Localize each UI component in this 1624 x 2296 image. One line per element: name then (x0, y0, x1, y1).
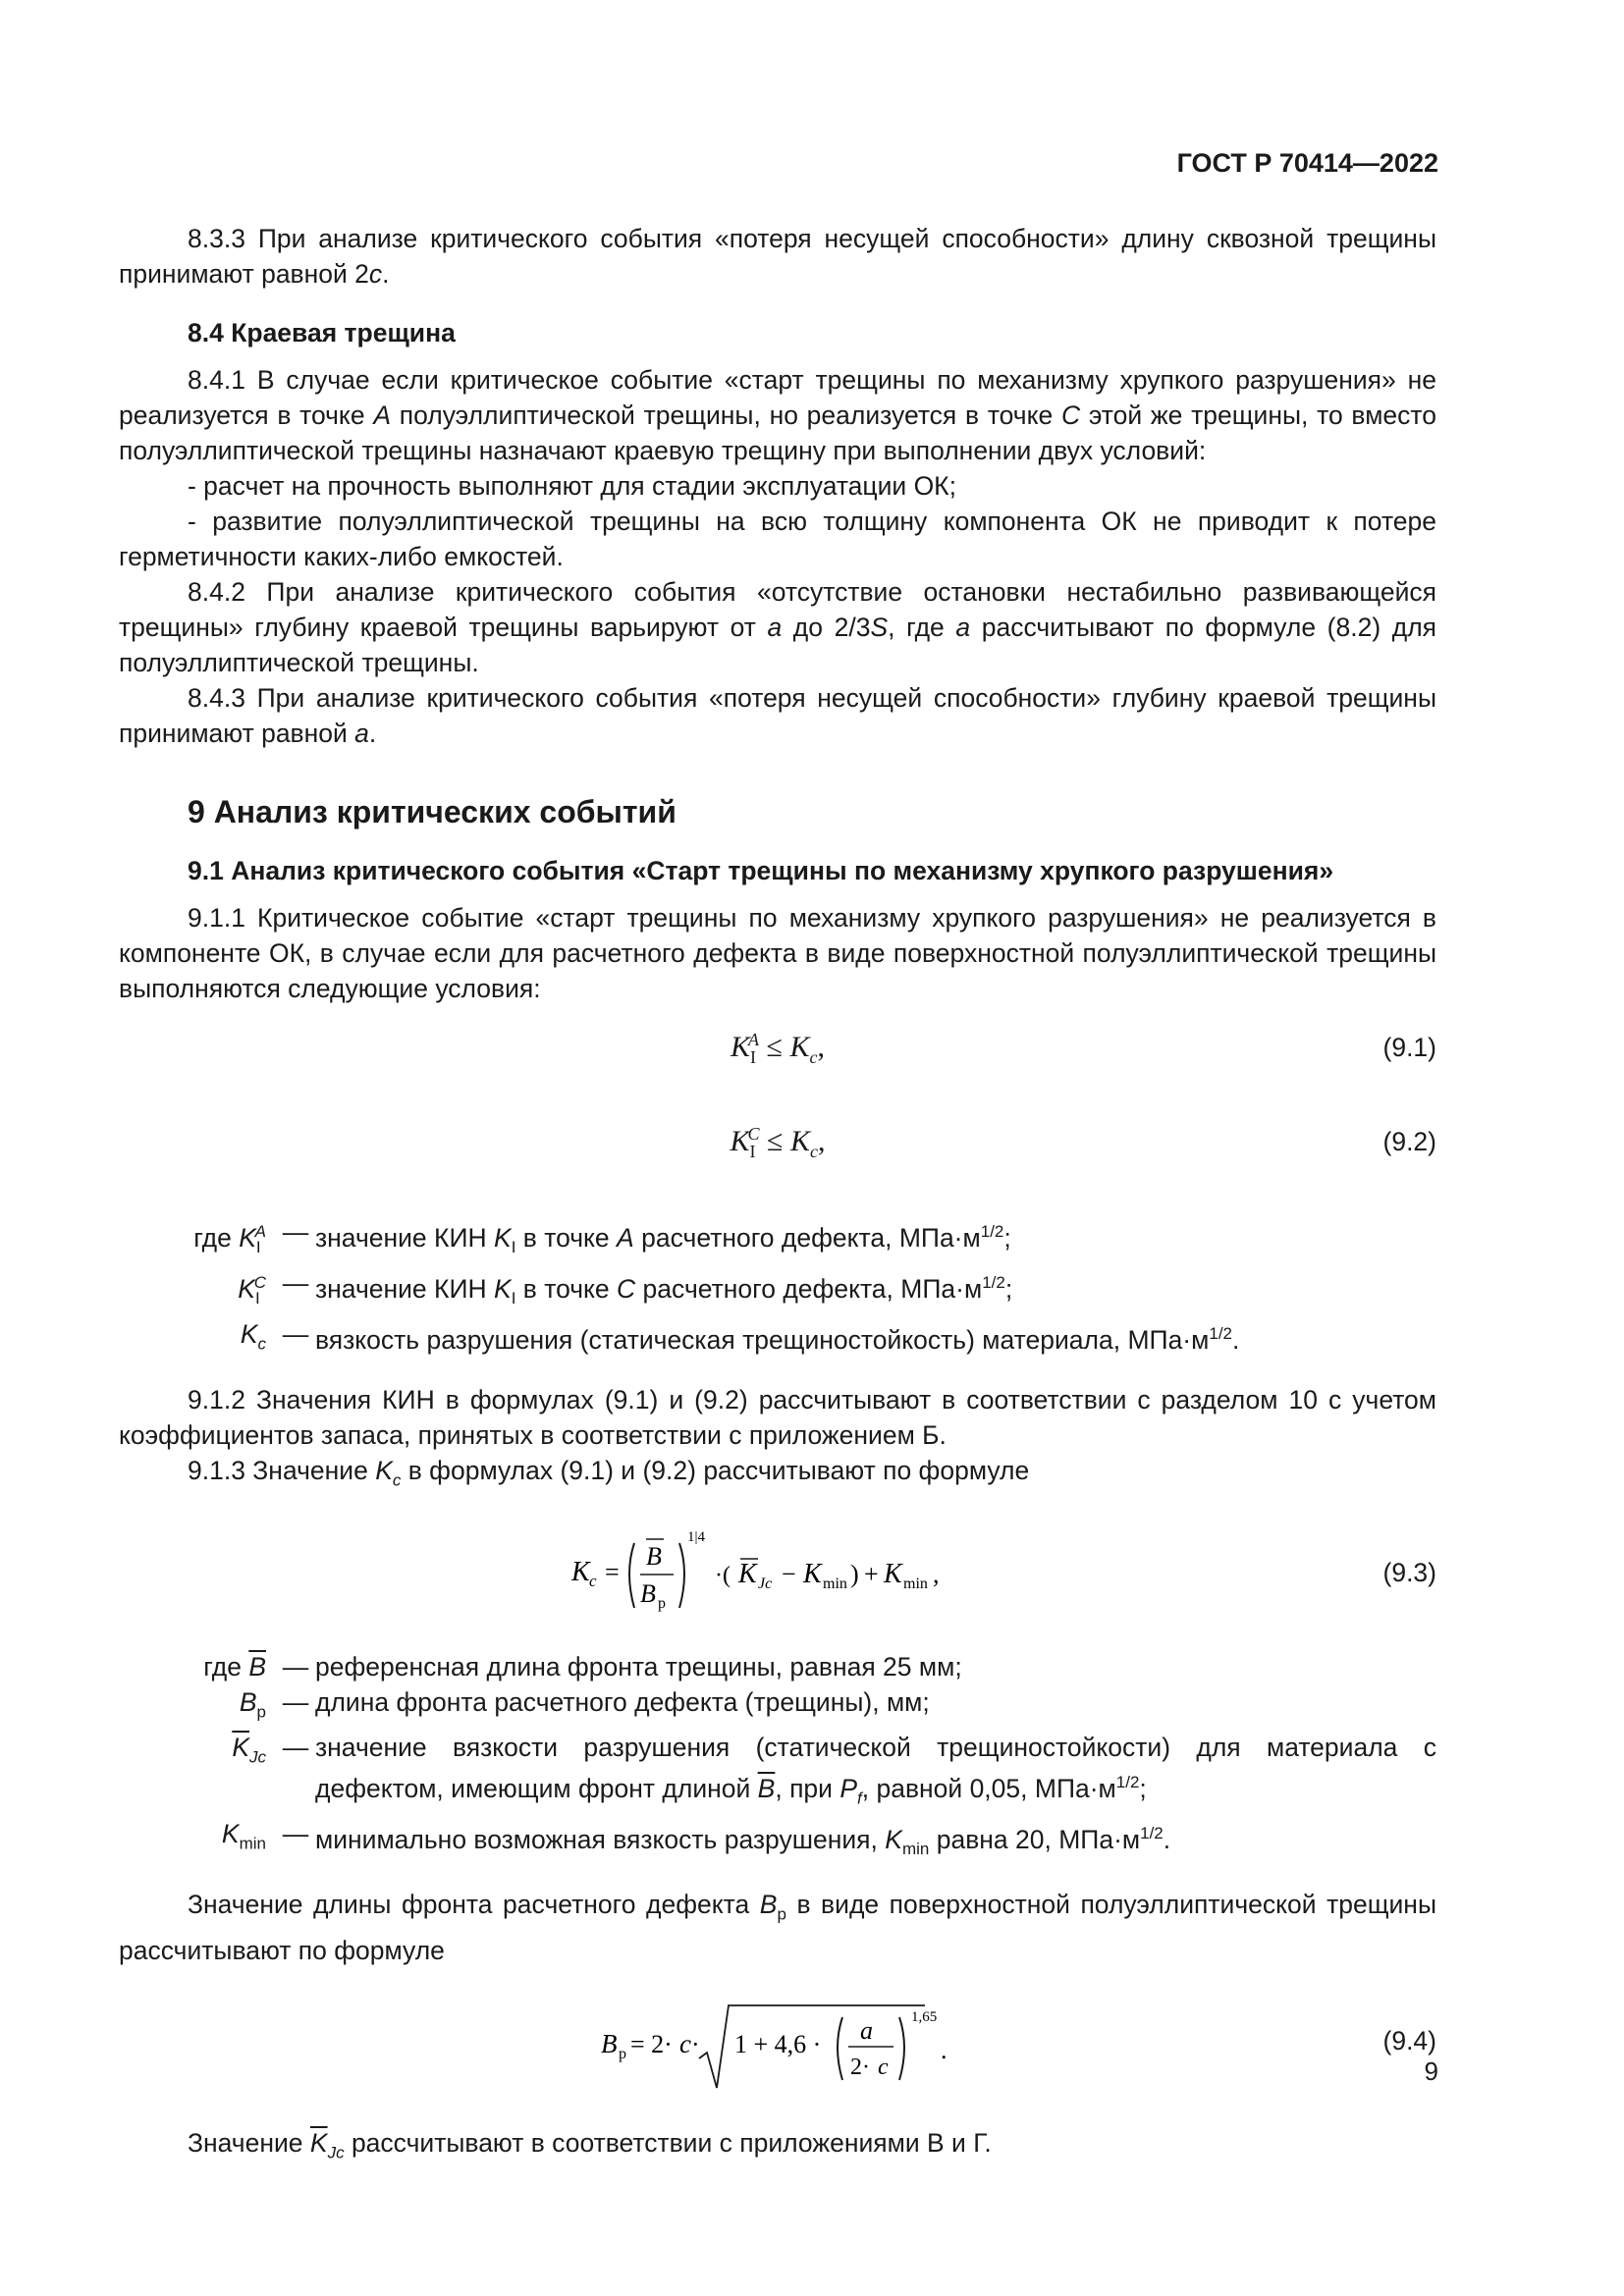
svg-text:B: B (640, 1578, 656, 1608)
formula-9-1-expr: $K_I^A \le K_c$, (731, 1030, 825, 1067)
bullet-2: - развитие полуэллиптической трещины на всю толщину компонента ОК не приводит к потере герметичности каких-либо емкостей. (119, 507, 1436, 571)
svg-text:2·: 2· (850, 2054, 870, 2080)
paragraph-8-4-1: 8.4.1 В случае если критическое событие «старт трещины по механизму хрупкого разрушения» не реализуется в точке A полуэллиптической трещины, но реализуется в точке C этой же трещины, то вместо полуэллиптической трещины назначают краевую трещину при выполнении двух условий: (119, 365, 1436, 465)
where-block-1 (119, 1214, 1436, 1362)
heading-9: 9 Анализ критических событий (188, 794, 677, 829)
where-1-sym-3: $K_c$ (240, 1319, 266, 1354)
svg-text:min: min (903, 1575, 928, 1592)
svg-text:,: , (933, 1559, 940, 1588)
where-2-row-3: $\overline{K}_{Jc}$ — значение вязкости разрушения (статической трещиностойкости) для материала с дефектом, имеющим фронт длиной $\overline{B}$, при $P_f$, равной 0,05, $МПа\cdot м^{1/2}$; (119, 1730, 1436, 1816)
svg-text:1|4: 1|4 (687, 1528, 706, 1545)
formula-9-4 (119, 1990, 1436, 2106)
formula-9-3-number: (9.3) (1382, 1557, 1436, 1587)
svg-text:p: p (619, 2045, 626, 2062)
where-2-row-2: $B_p$ — длина фронта расчетного дефекта (трещины), мм; (119, 1684, 1436, 1730)
where-1-text-2: значение КИН $K_I$ в точке C расчетного дефекта, $МПа\cdot м^{1/2}$; (315, 1273, 1013, 1308)
standard-designation: ГОСТ Р 70414—2022 (1176, 148, 1438, 178)
where-2-text-3: значение вязкости разрушения (статической трещиностойкости) для материала с дефектом, имеющим фронт длиной $\overline{B}$, при $P_f$, равной 0,05, $МПа\cdot м^{1/2}$; (315, 1733, 1436, 1808)
paragraph-8-3-3: 8.3.3 При анализе критического события «потеря несущей способности» длину сквозной трещины принимают равной 2c. (119, 224, 1436, 289)
where-1-sym-1: где $K_I^A$ (193, 1222, 266, 1257)
where-2-sym-3: $\overline{K}_{Jc}$ (232, 1733, 266, 1767)
svg-text:K: K (803, 1558, 822, 1589)
where-2-sym-1: где $\overline{B}$ (203, 1651, 266, 1682)
svg-text:K: K (571, 1556, 590, 1587)
svg-text:K: K (884, 1558, 902, 1589)
svg-text:min: min (823, 1575, 847, 1592)
formula-9-2 (119, 1116, 1436, 1201)
svg-text:1 + 4,6 ·: 1 + 4,6 · (734, 2029, 822, 2058)
heading-8-4: 8.4 Краевая трещина (188, 318, 456, 347)
where-1-row-2: $K_I^C$ — значение КИН $K_I$ в точке C расчетного дефекта, $МПа\cdot м^{1/2}$; (119, 1265, 1436, 1316)
paragraph-bp: Значение длины фронта расчетного дефекта $B_p$ в виде поверхностной полуэллиптической трещины рассчитывают по формуле (119, 1890, 1436, 1965)
formula-9-2-expr: $K_I^C \le K_c$, (730, 1124, 826, 1161)
page-number: 9 (1424, 2056, 1438, 2086)
svg-text:Jc: Jc (758, 1575, 773, 1592)
svg-text:1,65: 1,65 (911, 2008, 938, 2025)
page-body (119, 221, 1436, 2170)
where-2-text-1: референсная длина фронта трещины, равная 25 мм; (315, 1651, 962, 1682)
where-1-row-3: $K_c$ — вязкость разрушения (статическая трещиностойкость) материала, $МПа\cdot м^{1/2}$. (119, 1316, 1436, 1362)
svg-text:B: B (601, 2028, 618, 2058)
svg-text:+: + (864, 1559, 879, 1588)
paragraph-8-4-2: 8.4.2 При анализе критического события «отсутствие остановки нестабильно развивающейся трещины» глубину краевой трещины варьируют от a до 2/3S, где a рассчитывают по формуле (8.2) для полуэллиптической трещины. (119, 577, 1437, 677)
where-1-row-1: где $K_I^A$ — значение КИН $K_I$ в точке A расчетного дефекта, $МПа\cdot м^{1/2}$; (119, 1214, 1436, 1265)
where-block-2 (119, 1649, 1436, 1868)
where-1-text-1: значение КИН $K_I$ в точке A расчетного дефекта, $МПа\cdot м^{1/2}$; (315, 1222, 1011, 1257)
formula-9-3 (119, 1522, 1436, 1635)
where-2-text-4: минимально возможная вязкость разрушения, $K_{min}$ равна 20, $МПа\cdot м^{1/2}$. (315, 1824, 1171, 1859)
paragraph-9-1-1: 9.1.1 Критическое событие «старт трещины по механизму хрупкого разрушения» не реализуется в компоненте ОК, в случае если для расчетного дефекта в виде поверхностной полуэллиптической трещины выполняются следующие условия: (119, 903, 1436, 1003)
paragraph-9-1-2: 9.1.2 Значения КИН в формулах (9.1) и (9.2) рассчитывают в соответствии с разделом 10 с учетом коэффициентов запаса, принятых в соответствии с приложением Б. (119, 1384, 1436, 1450)
svg-text:c: c (878, 2054, 889, 2080)
svg-text:p: p (658, 1594, 666, 1612)
svg-text:a: a (860, 2015, 873, 2045)
formula-9-1-number: (9.1) (1382, 1033, 1436, 1062)
bullet-1: - расчет на прочность выполняют для стадии эксплуатации ОК; (188, 471, 956, 501)
formula-9-4-number: (9.4) (1382, 2025, 1436, 2056)
svg-text:·: · (691, 2029, 700, 2058)
svg-text:K: K (738, 1558, 757, 1589)
paragraph-8-4-3: 8.4.3 При анализе критического события «потеря несущей способности» глубину краевой трещины принимают равной a. (119, 683, 1436, 748)
svg-text:−: − (782, 1559, 796, 1588)
svg-text:B: B (646, 1541, 662, 1571)
where-2-sym-2: $B_p$ (239, 1686, 266, 1722)
where-1-text-3: вязкость разрушения (статическая трещиностойкость) материала, $МПа\cdot м^{1/2}$. (315, 1324, 1240, 1356)
formula-9-3-svg (571, 1522, 984, 1629)
svg-text:= 2·: = 2· (630, 2029, 673, 2058)
svg-text:.: . (941, 2035, 947, 2064)
svg-text:c: c (589, 1571, 597, 1590)
where-1-sym-2: $K_I^C$ (238, 1273, 266, 1308)
svg-text:=: = (605, 1557, 620, 1586)
formula-9-1 (119, 1022, 1436, 1106)
heading-9-1: 9.1 Анализ критического события «Старт трещины по механизму хрупкого разрушения» (188, 856, 1334, 885)
where-2-row-1: где $\overline{B}$ — референсная длина фронта трещины, равная 25 мм; (119, 1649, 1436, 1684)
where-2-text-2: длина фронта расчетного дефекта (трещины), мм; (315, 1686, 930, 1717)
formula-9-4-svg (601, 1990, 954, 2100)
where-2-sym-4: $K_{min}$ (221, 1819, 266, 1853)
paragraph-kjc: Значение $\overline{K}_{Jc}$ рассчитывают в соответствии с приложениями В и Г. (188, 2127, 992, 2162)
formula-9-2-number: (9.2) (1382, 1127, 1436, 1156)
svg-text:·(: ·( (715, 1562, 731, 1588)
paragraph-9-1-3: 9.1.3 Значение $K_c$ в формулах (9.1) и (9.2) рассчитывают по формуле (188, 1455, 1030, 1489)
where-2-row-4: $K_{min}$ — минимально возможная вязкость разрушения, $K_{min}$ равна 20, $МПа\cdot м^{1/2}$. (119, 1816, 1436, 1867)
svg-text:c: c (679, 2028, 691, 2058)
svg-text:): ) (850, 1559, 859, 1588)
